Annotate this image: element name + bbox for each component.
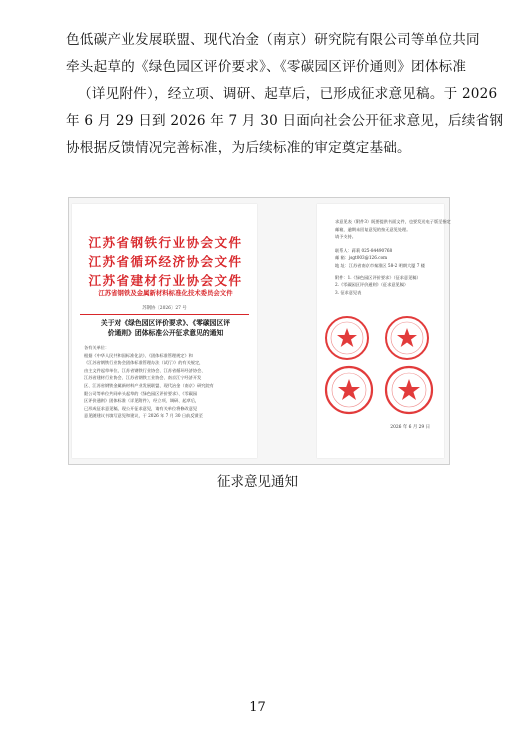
- attachment-line: 3. 征求意见表: [335, 289, 362, 295]
- email-line: 邮 箱：jsgt003@126.com: [335, 255, 388, 261]
- notice-body-line: 限公司等单位共同牵头起草的《绿色园区评价要求》、《零碳园: [84, 390, 198, 396]
- org-title: 江苏省建材行业协会文件: [88, 273, 243, 288]
- notice-page-right: [317, 204, 451, 458]
- notice-body-line: 邮箱，逾期未回复意见的按无意见处理。: [335, 226, 411, 232]
- notice-body-line: 由主文件起草单位，江苏省钢铁行业协会、江苏省循环经济协会、: [84, 367, 206, 373]
- page-number: 17: [249, 700, 266, 715]
- official-seal-icon: [383, 314, 431, 362]
- notice-title-line: 关于对《绿色园区评价要求》、《零碳园区评: [100, 319, 231, 327]
- notice-body-line: 区评价通则》团体标准（详见附件），经立项、调研、起草后，: [84, 398, 200, 404]
- notice-body: [84, 344, 214, 420]
- paragraph-line: 色低碳产业发展联盟、现代冶金（南京）研究院有限公司等单位共同: [66, 32, 480, 48]
- body-paragraph: [66, 27, 504, 162]
- address-line: 地 址：江苏省南京市秦淮区 58-2 明朗大厦 7 楼: [335, 262, 425, 268]
- paragraph-line: 年 6 月 29 日到 2026 年 7 月 30 日面向社会公开征求意见，后续省钢: [66, 113, 504, 129]
- signature-date: 2026 年 6 月 29 日: [390, 425, 430, 430]
- notice-body-line: 意见随建议书填写意见和建议，于 2026 年 7 月 30 日前反馈至: [84, 413, 203, 419]
- notice-title-line: 价通则》团体标准公开征求意见的通知: [107, 329, 224, 337]
- paragraph-line: 牵头起草的《绿色园区评价要求》、《零碳园区评价通则》团体标准: [66, 59, 467, 75]
- committee-title: 江苏省钢铁及金属新材料标准化技术委员会文件: [98, 289, 233, 297]
- notice-title: [88, 318, 243, 338]
- notice-body-line: 请予支持。: [335, 234, 356, 240]
- red-divider: [80, 314, 249, 315]
- notice-body-line: 《江苏省钢铁行业协会团体标准管理办法（试行）》的有关规定，: [84, 360, 204, 366]
- official-seal-icon: [383, 364, 435, 416]
- paragraph-line: 协根据反馈情况完善标准，为后续标准的审定奠定基础。: [66, 140, 411, 156]
- paragraph-line: （详见附件），经立项、调研、起草后，已形成征求意见稿。于 2026: [78, 86, 498, 102]
- notice-body-line: 求意见表（附件3）既要提供书面文件，也要发送电子版至指定: [335, 219, 451, 224]
- official-seal-icon: [323, 364, 375, 416]
- attachment-line: 2.《零碳园区评价通则》（征求意见稿）: [335, 282, 409, 288]
- org-title: 江苏省钢铁行业协会文件: [88, 235, 243, 250]
- org-title: 江苏省循环经济协会文件: [88, 254, 243, 269]
- notice-body-line: 区、江苏省钢铁金属新材料产业发展联盟、现代冶金（南京）研究院有: [84, 382, 214, 388]
- notice-body-line: 已形成征求意见稿，现公开征求意见，请有关单位将修改意见: [84, 405, 198, 411]
- notice-body-line: 根据《中华人民共和国标准化法》、《团体标准管理规定》和: [84, 352, 193, 358]
- notice-page-left: [72, 204, 257, 458]
- figure-caption: 征求意见通知: [217, 474, 298, 490]
- notice-body-line: 各有关单位：: [84, 345, 110, 350]
- document-number: 苏钢协〔2026〕27 号: [142, 306, 187, 311]
- contact-line: 联系人：蒋莉 025-84490768: [335, 247, 393, 253]
- notice-continuation: [335, 218, 451, 296]
- official-seal-icon: [323, 314, 371, 362]
- attachment-line: 附件：1.《绿色园区评价要求》（征求意见稿）: [335, 274, 421, 280]
- notice-body-line: 江苏省建材行业协会、江苏省钢铁工业协会、南京江宁经济开发: [84, 375, 202, 381]
